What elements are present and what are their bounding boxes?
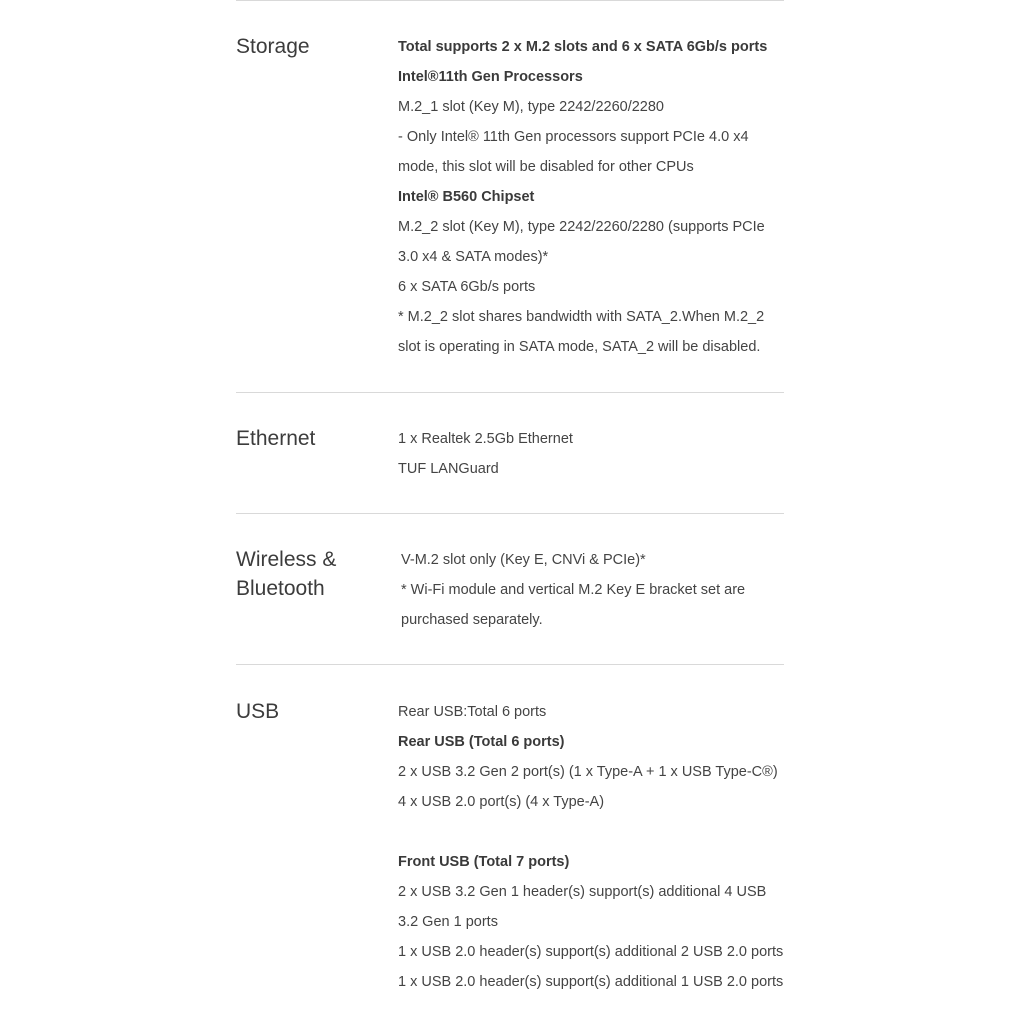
- spec-line: 4 x USB 2.0 port(s) (4 x Type-A): [398, 794, 605, 810]
- spec-line: 2 x USB 3.2 Gen 2 port(s) (1 x Type-A + 1 x USB Type-C®): [398, 764, 778, 780]
- spec-line: 1 x USB 2.0 header(s) support(s) additional 2 USB 2.0 ports: [398, 944, 784, 960]
- spec-line: 1 x USB 2.0 header(s) support(s) additional 1 USB 2.0 ports: [398, 974, 784, 990]
- spec-line: Intel® B560 Chipset: [398, 189, 535, 205]
- spec-line: 3.0 x4 & SATA modes)*: [398, 249, 549, 265]
- ethernet-heading: Ethernet: [236, 427, 316, 450]
- storage-heading: Storage: [236, 35, 310, 58]
- ethernet-spec-list: [398, 424, 788, 484]
- spec-line: M.2_2 slot (Key M), type 2242/2260/2280 (supports PCIe: [398, 219, 765, 235]
- spec-line: 2 x USB 3.2 Gen 1 header(s) support(s) additional 4 USB: [398, 884, 767, 900]
- spec-line: * Wi-Fi module and vertical M.2 Key E bracket set are: [401, 582, 746, 598]
- section-divider: [236, 392, 784, 393]
- spec-line: 6 x SATA 6Gb/s ports: [398, 279, 536, 295]
- spec-line: V-M.2 slot only (Key E, CNVi & PCIe)*: [401, 552, 646, 568]
- spec-line: TUF LANGuard: [398, 461, 499, 477]
- spec-line: * M.2_2 slot shares bandwidth with SATA_2.When M.2_2: [398, 309, 765, 325]
- section-divider: [236, 664, 784, 665]
- spec-line: Total supports 2 x M.2 slots and 6 x SATA 6Gb/s ports: [398, 39, 768, 55]
- spec-line: Rear USB:Total 6 ports: [398, 704, 547, 720]
- spec-line: purchased separately.: [401, 612, 543, 628]
- spec-line: Rear USB (Total 6 ports): [398, 734, 565, 750]
- wireless-spec-list: [401, 545, 791, 635]
- heading-line: Bluetooth: [236, 577, 325, 600]
- spec-line: 3.2 Gen 1 ports: [398, 914, 498, 930]
- storage-spec-list: [398, 32, 788, 362]
- spec-line: - Only Intel® 11th Gen processors support PCIe 4.0 x4: [398, 129, 749, 145]
- heading-line: Wireless &: [236, 548, 337, 571]
- usb-heading: USB: [236, 700, 280, 723]
- spec-line: 1 x Realtek 2.5Gb Ethernet: [398, 431, 573, 447]
- section-divider: [236, 0, 784, 1]
- wireless-bluetooth-heading: [236, 545, 386, 603]
- spec-line: mode, this slot will be disabled for other CPUs: [398, 159, 694, 175]
- spec-line: Front USB (Total 7 ports): [398, 854, 570, 870]
- section-divider: [236, 513, 784, 514]
- spacer: [398, 817, 788, 847]
- spec-line: slot is operating in SATA mode, SATA_2 will be disabled.: [398, 339, 761, 355]
- usb-spec-list: [398, 697, 788, 997]
- spec-line: M.2_1 slot (Key M), type 2242/2260/2280: [398, 99, 664, 115]
- spec-line: Intel®11th Gen Processors: [398, 69, 583, 85]
